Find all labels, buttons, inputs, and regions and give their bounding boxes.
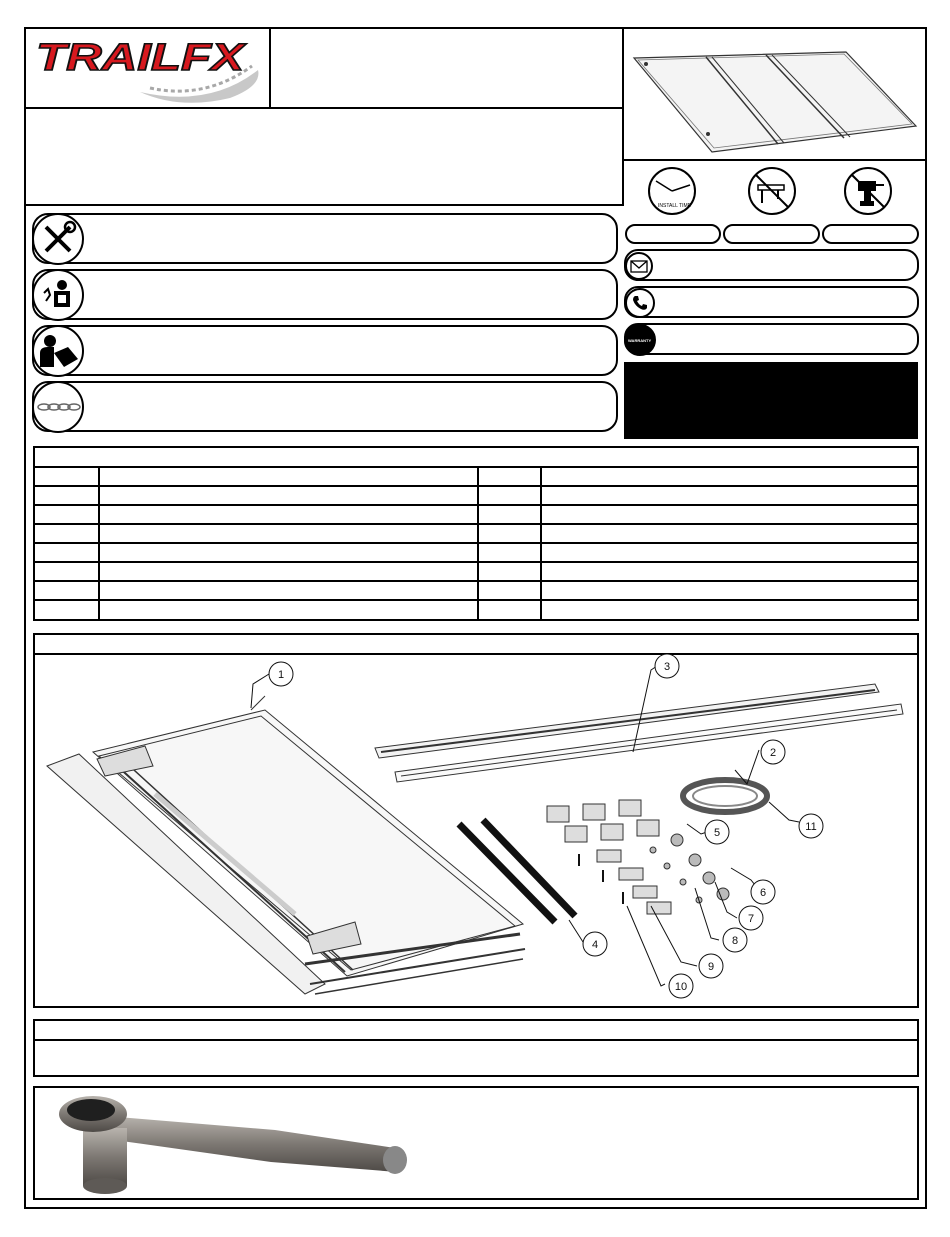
install-time-icon bbox=[648, 167, 696, 215]
callout-label-8: 8 bbox=[731, 935, 739, 947]
install-time-value bbox=[625, 224, 721, 244]
read-manual-icon bbox=[32, 325, 84, 377]
parts-diagram bbox=[33, 633, 919, 1008]
phone-icon bbox=[625, 288, 655, 318]
email-icon bbox=[625, 252, 653, 280]
notice-box bbox=[624, 362, 918, 439]
install-time-label: INSTALL TIME bbox=[658, 203, 691, 209]
callout-label-11: 11 bbox=[805, 821, 817, 833]
header-bottom-divider bbox=[24, 204, 624, 206]
no-saw-icon bbox=[748, 167, 796, 215]
phone-pill bbox=[624, 286, 919, 318]
warranty-label: WARRANTY bbox=[628, 338, 652, 343]
tools-icon bbox=[32, 213, 84, 265]
instruction-pill-2 bbox=[32, 269, 618, 320]
brand-logo bbox=[30, 30, 264, 104]
warranty-pill bbox=[624, 323, 919, 355]
tools-section bbox=[33, 1019, 919, 1077]
instruction-pill-1 bbox=[32, 213, 618, 264]
drill-required-value bbox=[822, 224, 919, 244]
header-divider bbox=[24, 107, 624, 109]
no-drill-icon bbox=[844, 167, 892, 215]
email-pill bbox=[624, 249, 919, 281]
callout-label-3: 3 bbox=[663, 661, 671, 673]
right-column-divider bbox=[622, 27, 624, 205]
cut-required-value bbox=[723, 224, 820, 244]
callout-label-10: 10 bbox=[674, 981, 688, 993]
callout-label-2: 2 bbox=[769, 747, 777, 759]
callout-label-1: 1 bbox=[277, 669, 285, 681]
ratchet-wrench-icon bbox=[35, 1088, 917, 1198]
image-divider bbox=[622, 159, 927, 161]
logo-divider bbox=[269, 27, 271, 109]
logo-text: TRAILFX bbox=[36, 37, 248, 79]
chain-icon bbox=[32, 381, 84, 433]
parts-table bbox=[33, 446, 919, 621]
callout-label-4: 4 bbox=[591, 939, 599, 951]
instruction-pill-3 bbox=[32, 325, 618, 376]
installer-icon bbox=[32, 269, 84, 321]
warranty-icon bbox=[624, 324, 656, 356]
callout-label-5: 5 bbox=[713, 827, 721, 839]
callout-label-9: 9 bbox=[707, 961, 715, 973]
tool-image-box bbox=[33, 1086, 919, 1200]
callout-label-6: 6 bbox=[759, 887, 767, 899]
product-image bbox=[626, 30, 924, 158]
callout-label-7: 7 bbox=[747, 913, 755, 925]
instruction-pill-4 bbox=[32, 381, 618, 432]
